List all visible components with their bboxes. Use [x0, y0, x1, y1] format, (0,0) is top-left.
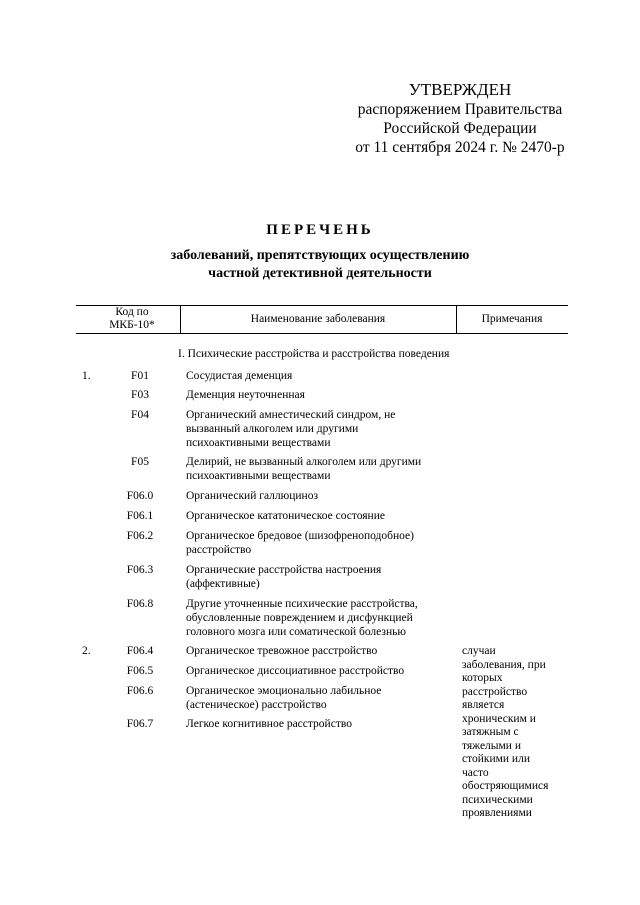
row-name: Органическое бредовое (шизофреноподобное) расстройство	[186, 530, 414, 556]
row-code: F06.8	[126, 598, 154, 610]
row-name: Органические расстройства настроения (аффективные)	[186, 564, 382, 590]
document-title: ПЕРЕЧЕНЬ	[266, 222, 374, 238]
row-name: Органическое диссоциативное расстройство	[186, 665, 405, 677]
column-header-notes: Примечания	[481, 313, 543, 325]
row-name: Сосудистая деменция	[186, 370, 293, 382]
row-code: F06.5	[126, 665, 154, 677]
row-name: Другие уточненные психические расстройства, обусловленные повреждением и дисфункцией головного мозга или соматической болезнью	[186, 598, 418, 638]
row-name: Делирий, не вызванный алкоголем или другими психоактивными веществами	[186, 456, 422, 482]
row-name: Органическое кататоническое состояние	[186, 510, 385, 522]
row-name: Органическое тревожное расстройство	[186, 645, 378, 657]
row-code: F06.7	[126, 718, 154, 730]
column-header-code	[96, 306, 168, 332]
row-number: 1.	[82, 370, 91, 382]
row-name: Легкое когнитивное расстройство	[186, 718, 352, 730]
row-name: Органическое эмоционально лабильное (астеническое) расстройство	[186, 685, 382, 711]
approved-date-line: от 11 сентября 2024 г. № 2470-р	[355, 139, 565, 156]
row-note: случаи заболевания, при которых расстройство является хроническим и затяжным с тяжелыми и стойкими или часто обостряющимися психическими проявлениями	[462, 645, 549, 819]
column-header-name: Наименование заболевания	[250, 313, 386, 325]
row-code: F06.2	[126, 530, 154, 542]
subtitle-line-1: заболеваний, препятствующих осуществлению	[170, 248, 470, 263]
row-name: Деменция неуточненная	[186, 389, 305, 401]
row-name: Органический галлюциноз	[186, 490, 318, 502]
column-header-code-line2: МКБ-10*	[109, 319, 155, 331]
document-subtitle	[0, 247, 640, 283]
approved-label: УТВЕРЖДЕН	[408, 80, 512, 99]
row-code: F05	[131, 456, 149, 468]
table-header-bottom-rule	[76, 333, 568, 334]
section-heading: I. Психические расстройства и расстройства поведения	[178, 348, 450, 360]
approval-block	[340, 80, 580, 157]
row-code: F03	[131, 389, 149, 401]
row-code: F06.0	[126, 490, 154, 502]
row-code: F06.6	[126, 685, 154, 697]
row-code: F06.3	[126, 564, 154, 576]
subtitle-line-2: частной детективной деятельности	[208, 266, 432, 281]
approved-by-line: распоряжением Правительства	[357, 101, 563, 118]
row-code: F06.1	[126, 510, 154, 522]
column-header-code-line1: Код по	[115, 306, 149, 318]
row-name: Органический амнестический синдром, не вызванный алкоголем или другими психоактивными веществами	[186, 409, 396, 449]
row-code: F01	[131, 370, 149, 382]
row-number: 2.	[82, 645, 91, 657]
approved-org-line: Российской Федерации	[383, 120, 537, 137]
row-code: F04	[131, 409, 149, 421]
row-code: F06.4	[126, 645, 154, 657]
